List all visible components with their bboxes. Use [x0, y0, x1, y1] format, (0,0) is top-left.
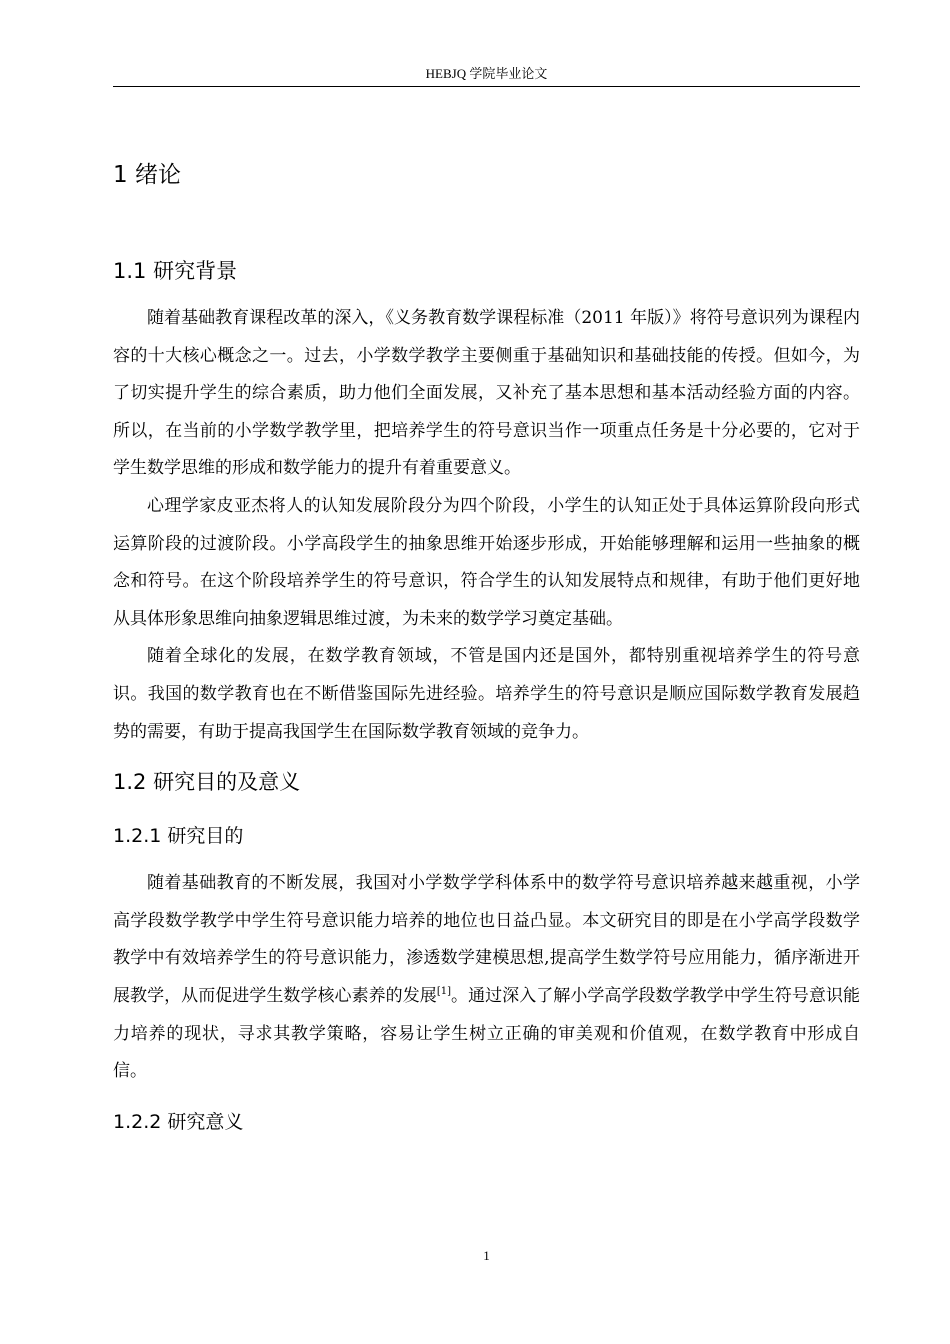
section-title-1-1: 1.1 研究背景 [113, 259, 238, 283]
citation-ref: [1] [436, 985, 451, 997]
subsection-title-1-2-1: 1.2.1 研究目的 [113, 825, 244, 848]
document-body [113, 150, 860, 1151]
paragraph-background-3: 随着全球化的发展，在数学教育领域，不管是国内还是国外，都特别重视培养学生的符号意识。我国的数学教育也在不断借鉴国际先进经验。培养学生的符号意识是顺应国际数学教育发展趋势的需要，有助于提高我国学生在国际数学教育领域的竞争力。 [113, 646, 860, 742]
page-number: 1 [483, 1248, 490, 1263]
purpose-text-part2: 。通过深入了解小学高学段数学教学中学生符号意识能力培养的现状，寻求其教学策略，容易让学生树立正确的审美观和价值观，在数学教育中形成自信。 [113, 985, 861, 1082]
paragraph-research-purpose [113, 865, 860, 1091]
purpose-text-part1: 随着基础教育的不断发展，我国对小学数学学科体系中的数学符号意识培养越来越重视，小学高学段数学教学中学生符号意识能力培养的地位也日益凸显。本文研究目的即是在小学高学段数学教学中有效培养学生的符号意识能力，渗透数学建模思想,提高学生数学符号应用能力，循序渐进开展教学，从而促进学生数学核心素养的发展 [113, 873, 860, 1006]
page-header: HEBJQ 学院毕业论文 [425, 66, 548, 81]
chapter-title: 1 绪论 [113, 162, 181, 188]
section-title-1-2: 1.2 研究目的及意义 [113, 770, 301, 795]
header-divider [113, 86, 860, 87]
subsection-title-1-2-2: 1.2.2 研究意义 [113, 1110, 244, 1133]
paragraph-background-2: 心理学家皮亚杰将人的认知发展阶段分为四个阶段，小学生的认知正处于具体运算阶段向形式运算阶段的过渡阶段。小学高段学生的抽象思维开始逐步形成，开始能够理解和运用一些抽象的概念和符号。在这个阶段培养学生的符号意识，符合学生的认知发展特点和规律，有助于他们更好地从具体形象思维向抽象逻辑思维过渡，为未来的数学学习奠定基础。 [113, 495, 860, 629]
paragraph-background-1: 随着基础教育课程改革的深入，《义务教育数学课程标准（2011 年版）》将符号意识列为课程内容的十大核心概念之一。过去，小学数学教学主要侧重于基础知识和基础技能的传授。但如今，为了切实提升学生的综合素质，助力他们全面发展，又补充了基本思想和基本活动经验方面的内容。所以，在当前的小学数学教学里，把培养学生的符号意识当作一项重点任务是十分必要的，它对于学生数学思维的形成和数学能力的提升有着重要意义。 [113, 308, 860, 479]
